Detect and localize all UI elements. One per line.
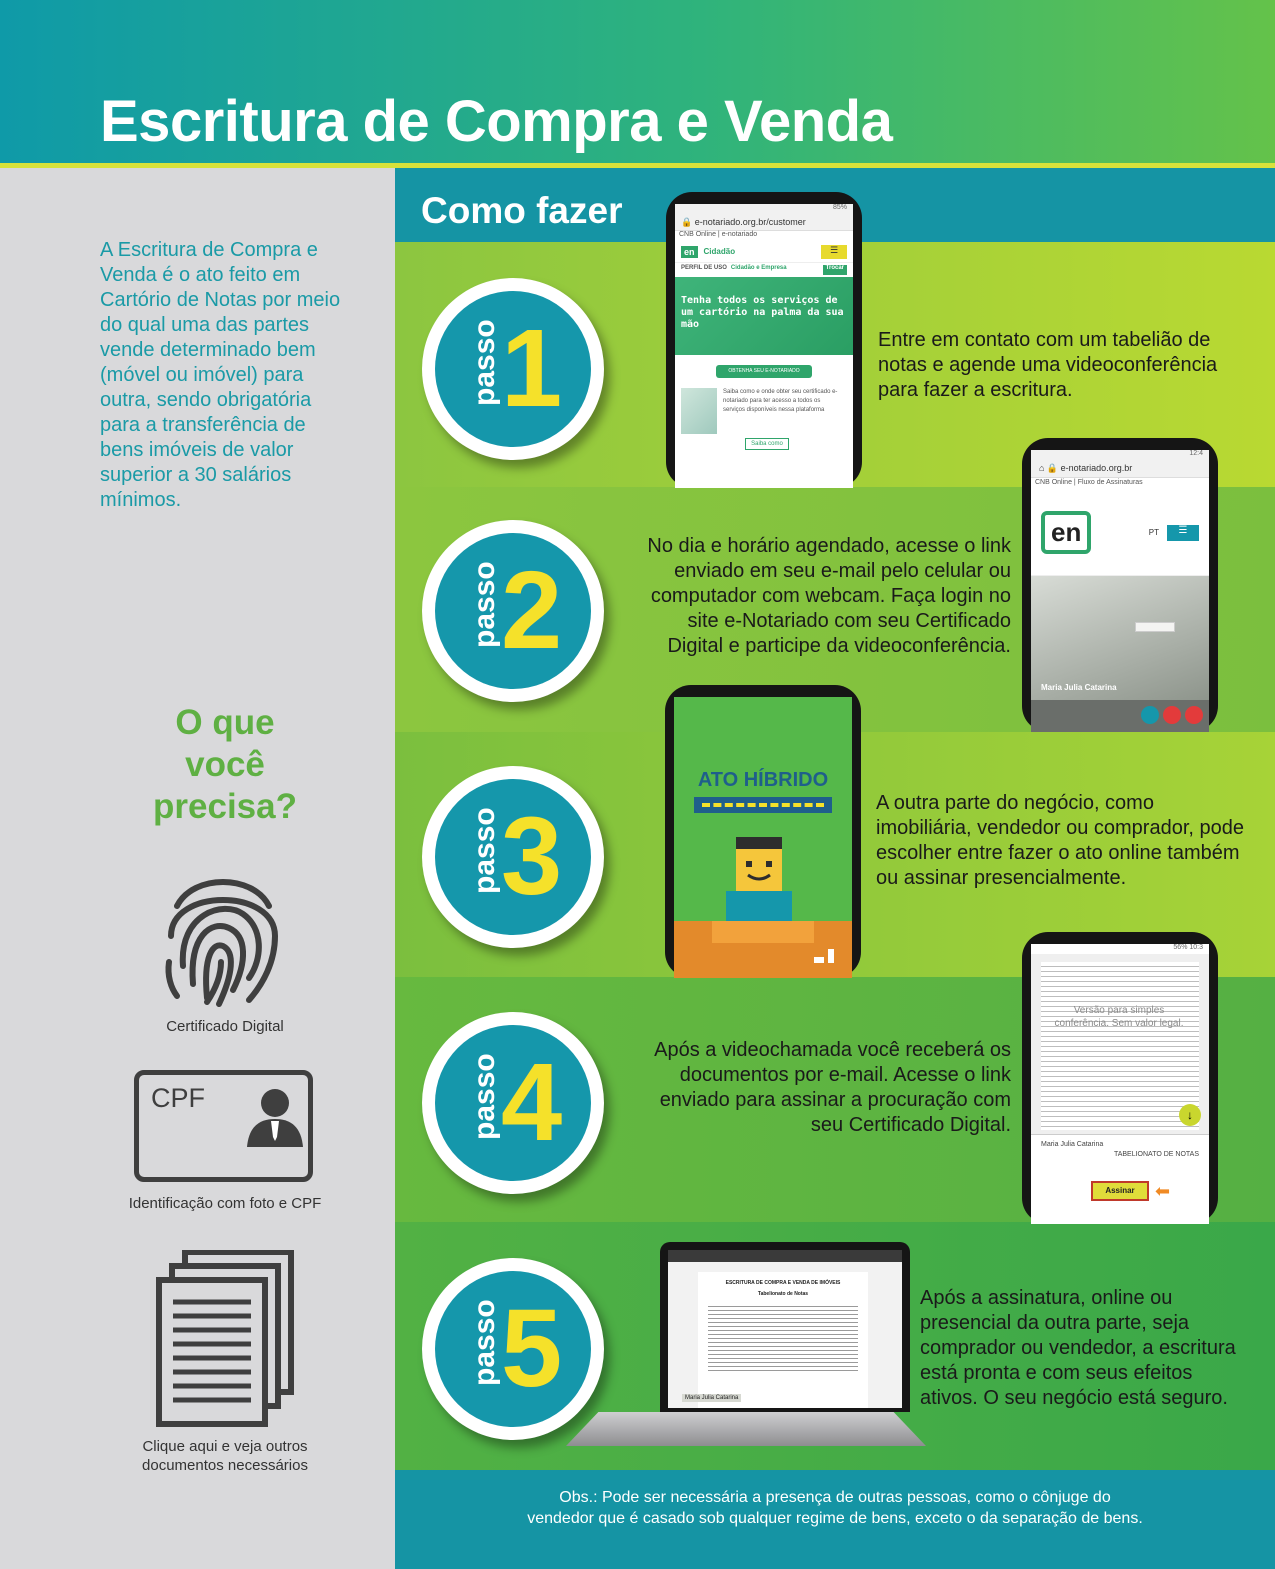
phone-3-screen xyxy=(674,697,852,978)
phone-4-screen xyxy=(1031,944,1209,1224)
phone-4-status: 56% 10:3 xyxy=(1031,944,1209,954)
step-number: 2 xyxy=(501,549,563,672)
step-number: 1 xyxy=(501,307,563,430)
step-2-text: No dia e horário agendado, acesse o link enviado em seu e-mail pelo celular ou computador com webcam. Faça login no site e-Notariado com seu Certificado Digital e participe da videoconferência. xyxy=(647,535,1011,657)
phone-3-title-bar xyxy=(694,797,832,813)
phone-1-hero: Tenha todos os serviços de um cartório na palma da sua mão xyxy=(675,277,853,355)
phone-mockup-3 xyxy=(665,685,861,978)
laptop-doc-subtitle: Tabelionato de Notas xyxy=(757,1291,809,1297)
phone-1-description: Saiba como e onde obter seu certificado e-notariado para ter acesso a todos os serviços disponíveis nessa plataforma xyxy=(723,389,838,413)
step-badge-4 xyxy=(422,1012,604,1194)
phone-1-switch-button[interactable]: Trocar xyxy=(823,265,847,275)
phone-4-document[interactable] xyxy=(1031,954,1209,1134)
phone-1-url: e-notariado.org.br/customer xyxy=(694,217,806,227)
step-label: passo xyxy=(468,1299,501,1386)
phone-2-brand: CNB Online xyxy=(1035,479,1072,486)
step-label: passo xyxy=(468,807,501,894)
step-badge-3 xyxy=(422,766,604,948)
phone-1-profile-value: Cidadão e Empresa xyxy=(730,265,787,271)
step-number: 3 xyxy=(501,795,563,918)
phone-1-profile-label: PERFIL DE USO xyxy=(681,265,727,271)
step-badge-2 xyxy=(422,520,604,702)
person-icon xyxy=(245,1085,305,1147)
phone-2-screen: 12:4 ⌂ 🔒 e-notariado.org.br CNB Online | Fluxo de Assinaturas en PT ☰ Maria Julia Catarina xyxy=(1031,450,1209,732)
step-label: passo xyxy=(468,1053,501,1140)
id-card-icon xyxy=(134,1070,313,1182)
requirement-certificate-label: Certificado Digital xyxy=(166,1018,284,1035)
menu-icon[interactable]: ☰ xyxy=(1167,525,1199,541)
phone-1-url-bar[interactable]: 🔒 e-notariado.org.br/customer xyxy=(675,215,853,231)
laptop-base xyxy=(566,1412,926,1446)
phone-4-watermark: Versão para simples conferência. Sem valor legal. xyxy=(1054,1005,1184,1029)
phone-mockup-1 xyxy=(666,192,862,488)
scroll-down-icon[interactable]: ↓ xyxy=(1179,1104,1201,1126)
obs-note xyxy=(395,1487,1275,1529)
laptop-toolbar xyxy=(668,1250,902,1262)
step-5-text: Após a assinatura, online ou presencial da outra parte, seja comprador ou vendedor, a escritura está pronta e com seus efeitos ativos. O seu negócio está seguro. xyxy=(920,1287,1236,1409)
requirement-documents-link[interactable]: Clique aqui e veja outros documentos necessários xyxy=(142,1438,308,1474)
phone-1-brand: CNB Online xyxy=(679,231,716,238)
phone-mockup-4 xyxy=(1022,932,1218,1224)
laptop-doc-body xyxy=(708,1303,858,1373)
step-number: 5 xyxy=(501,1287,563,1410)
intro-text: A Escritura de Compra e Venda é o ato feito em Cartório de Notas por meio do qual uma das partes vende determinado bem (móvel ou imóvel) para outra, sendo obrigatória para a transferência de bens imóveis de valor superior a 30 salários mínimos. xyxy=(100,239,341,511)
phone-3-title: ATO HÍBRIDO xyxy=(697,769,829,791)
mic-mute-icon[interactable] xyxy=(1163,706,1181,724)
laptop-document[interactable] xyxy=(698,1272,868,1408)
phone-4-office: TABELIONATO DE NOTAS xyxy=(1113,1151,1199,1158)
requirements-title: O que você precisa? xyxy=(153,703,297,826)
step-badge-1 xyxy=(422,278,604,460)
obs-line-1: Obs.: Pode ser necessária a presença de outras pessoas, como o cônjuge do xyxy=(559,1489,1111,1506)
phone-2-url: e-notariado.org.br xyxy=(1060,463,1133,473)
phone-4-signer: Maria Julia Catarina xyxy=(1041,1141,1104,1148)
documents-icon[interactable] xyxy=(155,1250,295,1428)
step-number: 4 xyxy=(501,1041,563,1164)
step-label: passo xyxy=(468,319,501,406)
phone-1-logo: en xyxy=(681,246,698,258)
como-fazer-title: Como fazer xyxy=(421,190,623,231)
phone-2-video xyxy=(1031,576,1209,700)
phone-1-cta-button[interactable]: OBTENHA SEU E-NOTARIADO xyxy=(716,365,812,378)
phone-2-tab: Fluxo de Assinaturas xyxy=(1077,479,1143,486)
step-1-text: Entre em contato com um tabelião de notas e agende uma videoconferência para fazer a escritura. xyxy=(878,329,1218,401)
laptop-screen xyxy=(668,1250,902,1408)
phone-2-status: 12:4 xyxy=(1031,450,1209,460)
step-label: passo xyxy=(468,561,501,648)
step-4-text: Após a videochamada você receberá os documentos por e-mail. Acesse o link enviado para assinar a procuração com seu Certificado Digital. xyxy=(654,1039,1011,1136)
phone-1-screen: 85% 🔒 e-notariado.org.br/customer CNB Online | e-notariado en Cidadão ☰ PERFIL DE USO Cidadão e Empresa Trocar Tenha todos os serviços de um cartório na palma da sua mão OBTENHA SEU E-NOTARIADO Saiba como e onde obter seu certificado e-notariado para ter acesso a todos os serviços disponíveis nessa plataforma Saiba como xyxy=(675,204,853,488)
laptop-caller: Maria Julia Catarina xyxy=(682,1394,741,1402)
fingerprint-icon xyxy=(163,866,283,1008)
camera-toggle-icon[interactable] xyxy=(1141,706,1159,724)
phone-1-tab: e-notariado xyxy=(721,231,758,238)
step-badge-5 xyxy=(422,1258,604,1440)
phone-2-logo: en xyxy=(1041,511,1091,554)
laptop-mockup xyxy=(660,1242,910,1412)
phone-2-url-bar[interactable]: ⌂ 🔒 e-notariado.org.br xyxy=(1031,460,1209,478)
sign-button[interactable]: Assinar xyxy=(1091,1181,1149,1201)
phone-mockup-2 xyxy=(1022,438,1218,732)
arrow-left-icon: ⬅ xyxy=(1155,1181,1171,1201)
phone-1-status: 85% xyxy=(675,204,853,215)
phone-1-illustration xyxy=(681,388,717,434)
person-at-desk-icon xyxy=(674,837,852,978)
menu-icon[interactable]: ☰ xyxy=(821,245,847,259)
step-3-text: A outra parte do negócio, como imobiliária, vendedor ou comprador, pode escolher entre fazer o ato online também ou assinar presencialmente. xyxy=(876,792,1244,889)
obs-line-2: vendedor que é casado sob qualquer regime de bens, exceto o da separação de bens. xyxy=(527,1510,1143,1527)
phone-1-user-type: Cidadão xyxy=(703,247,736,256)
requirement-id-label: Identificação com foto e CPF xyxy=(128,1195,322,1212)
air-conditioner xyxy=(1135,622,1175,632)
phone-1-link-button[interactable]: Saiba como xyxy=(745,438,789,450)
page-title: Escritura de Compra e Venda xyxy=(100,89,893,154)
laptop-doc-title: ESCRITURA DE COMPRA E VENDA DE IMÓVEIS xyxy=(725,1280,841,1286)
id-card-text: CPF xyxy=(151,1083,205,1113)
phone-2-lang[interactable]: PT xyxy=(1148,528,1159,537)
phone-2-caller: Maria Julia Catarina xyxy=(1041,683,1117,692)
hang-up-icon[interactable] xyxy=(1185,706,1203,724)
